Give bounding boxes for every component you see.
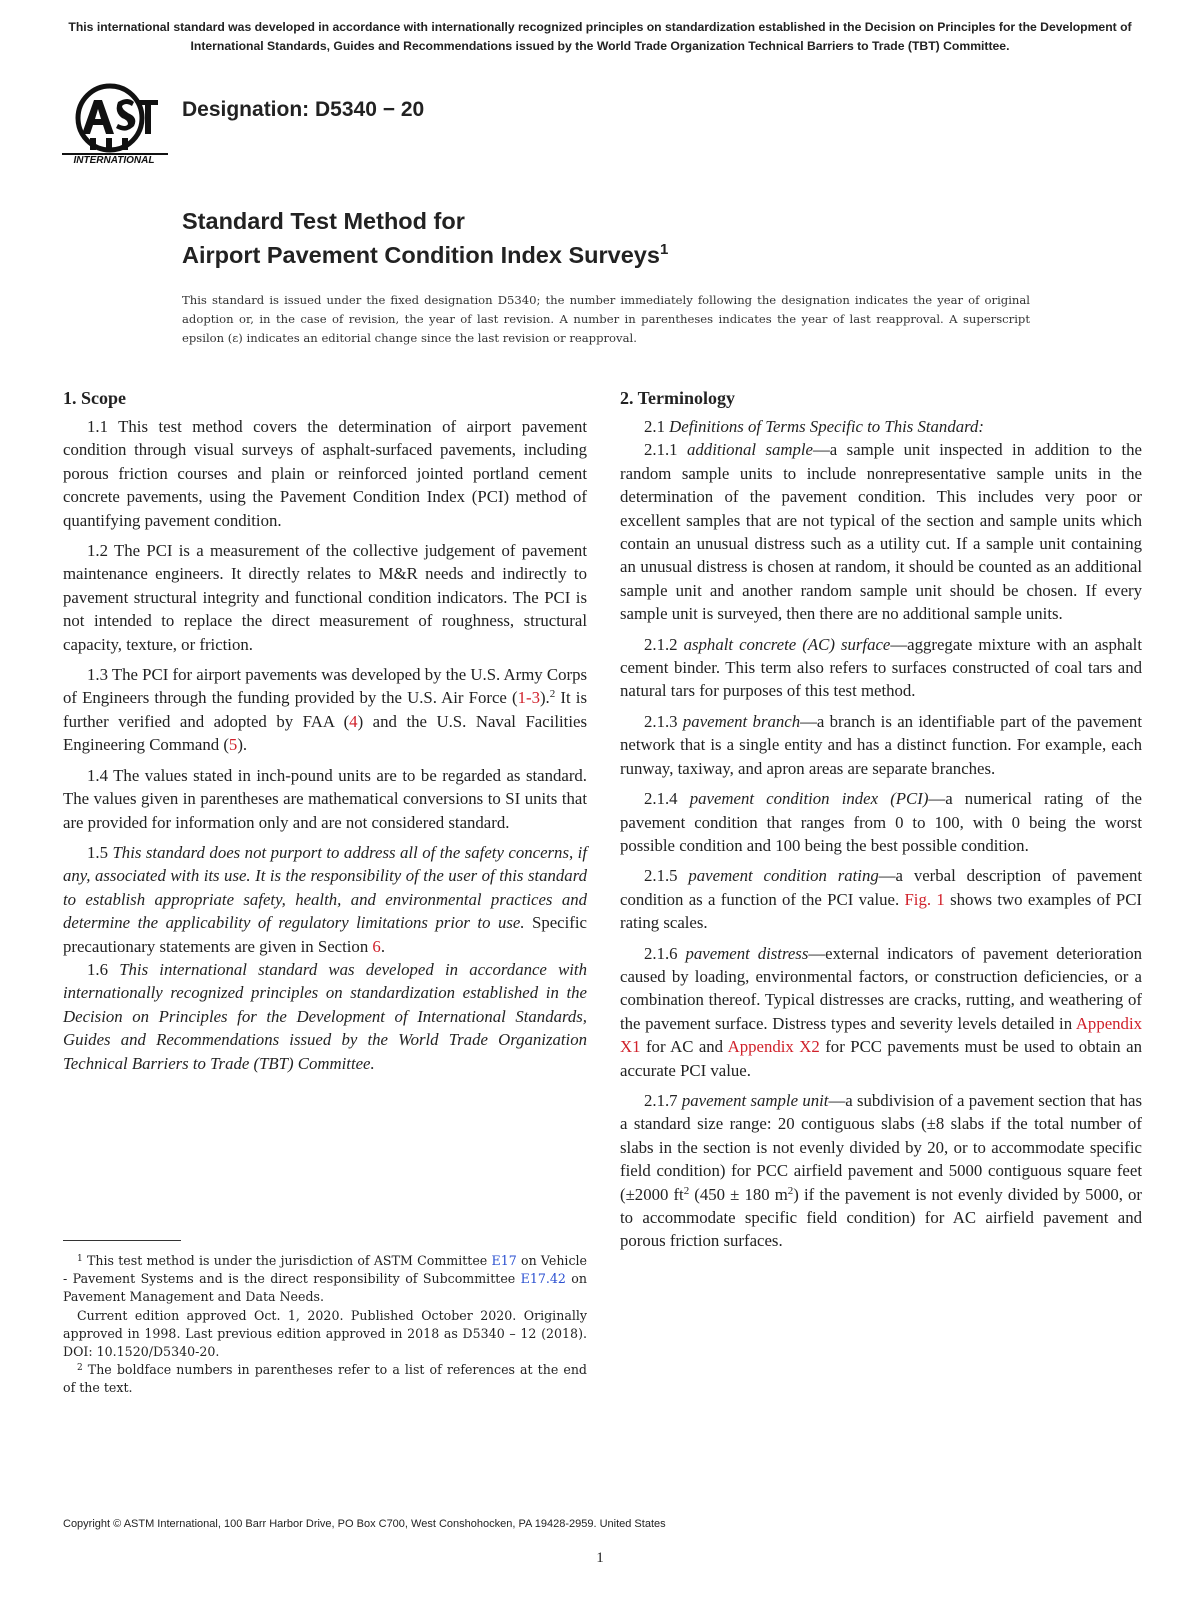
para-2-1-2-text: —aggregate mixture with an asphalt cement binder. This term also refers to surfaces constructed of coal tars and natural tars for purposes of this test method. xyxy=(620,634,1142,701)
ref-link-1-3[interactable]: 1-3 xyxy=(517,688,540,708)
para-2-1-4-text: —a numerical rating of the pavement condition that ranges from 0 to 100, with 0 being the worst possible condition and 100 being the best possible condition. xyxy=(620,789,1142,855)
title-line-1: Standard Test Method for xyxy=(182,208,465,234)
term-pavement-sample-unit: pavement sample unit xyxy=(681,1090,829,1110)
para-2-1-6-text: —external indicators of pavement deterioration caused by loading, environmental factors, or construction deficiencies, or a combination thereof. Typical distresses are cracks, rutting, and weathering of the pavement surface. Distress types and severity levels detailed in xyxy=(620,943,1142,1033)
ref-link-appendix-x2[interactable]: Appendix X2 xyxy=(727,1037,820,1057)
para-1-3-text-a: 1.3 The PCI for airport pavements was developed by the U.S. Army Corps of Engineers through the funding provided by the U.S. Air Force ( xyxy=(63,665,587,708)
para-2-1-4-num: 2.1.4 xyxy=(644,789,690,809)
para-2-1-7-text-b: (450 ± 180 m xyxy=(689,1184,788,1204)
link-e17[interactable]: E17 xyxy=(491,1253,517,1268)
para-2-1-5-text: —a verbal description of pavement condition as a function of the PCI value. xyxy=(620,866,1142,909)
para-2-1-6-num: 2.1.6 xyxy=(644,943,686,963)
astm-logo-mark xyxy=(60,82,170,164)
para-2-1-5-num: 2.1.5 xyxy=(644,866,689,886)
para-2-1-4 xyxy=(620,787,1142,857)
para-2-1-6-mid: for AC and xyxy=(640,1037,728,1057)
para-2-1-6-end: for PCC pavements must be used to obtain an accurate PCI value. xyxy=(620,1037,1142,1080)
para-1-6-italic: This international standard was developed in accordance with internationally recognized principles on standardization established in the Decision on Principles for the Development of International Standards, Guides and Recommendations issued by the World Trade Organization Technical Barriers to Trade (TBT) Committee. xyxy=(63,959,587,1073)
footnote-2-text: The boldface numbers in parentheses refer to a list of references at the end of the text. xyxy=(63,1362,587,1396)
para-1-5-italic: This standard does not purport to address all of the safety concerns, if any, associated with its use. It is the responsibility of the user of this standard to establish appropriate safety, health, and environmental practices and determine the applicability of regulatory limitations prior to use. xyxy=(63,842,587,933)
para-2-1-2 xyxy=(620,633,1142,703)
copyright-line: Copyright © ASTM International, 100 Barr Harbor Drive, PO Box C700, West Conshohocken, PA 19428-2959. United States xyxy=(63,1518,666,1530)
footnote-1-text-a: This test method is under the jurisdiction of ASTM Committee xyxy=(82,1253,492,1268)
para-1-5-rest: Specific precautionary statements are given in Section xyxy=(63,913,587,956)
ref-link-fig-1[interactable]: Fig. 1 xyxy=(904,889,945,909)
para-2-1-2-num: 2.1.2 xyxy=(644,634,684,654)
para-2-1-7-text-a: —a subdivision of a pavement section that has a standard size range: 20 contiguous slabs (±8 slabs if the total number of slabs in the section is not evenly divided by 20, or to accommodate specific field condition) for PCC airfield pavement and 5000 contiguous square feet (±2000 ft xyxy=(620,1090,1142,1204)
footnote-1-mark: 1 xyxy=(77,1254,83,1264)
footnote-ref-2[interactable]: 2 xyxy=(549,688,556,701)
wto-notice: This international standard was developed in accordance with internationally recognized principles on standardization established in the Decision on Principles for the Development of International Standards, Guides and Recommendations issued by the World Trade Organization Technical Barriers to Trade (TBT) Committee. xyxy=(68,20,1132,53)
designation: Designation: D5340 − 20 xyxy=(182,98,425,121)
para-1-4: 1.4 The values stated in inch-pound units are to be regarded as standard. The values given in parentheses are mathematical conversions to SI units that are provided for information only and are not considered standard. xyxy=(63,765,587,832)
para-2-1-3-num: 2.1.3 xyxy=(644,711,683,731)
term-pavement-branch: pavement branch xyxy=(682,711,801,731)
footnote-edition: Current edition approved Oct. 1, 2020. Published October 2020. Originally approved in 1998. Last previous edition approved in 2018 as D5340 – 12 (2018). DOI: 10.1520/D5340-20. xyxy=(63,1307,587,1360)
para-2-1-5 xyxy=(620,864,1142,934)
para-2-1-7-text-c: ) if the pavement is not evenly divided by 5000, or to accommodate specific field condition) for AC airfield pavement and porous friction surfaces. xyxy=(620,1184,1143,1251)
para-1-3 xyxy=(63,663,587,757)
para-2-1-1-text: —a sample unit inspected in addition to the random sample units to include nonrepresentative sample units in the determination of the pavement condition. This includes very poor or excellent samples that are not typical of the section and sample units which contain an unusual distress such as a utility cut. If a sample unit containing an unusual distress is chosen at random, it should be counted as an additional sample unit and another random sample unit should be chosen. If every sample unit is surveyed, then there are no additional sample units. xyxy=(620,440,1142,624)
para-1-5 xyxy=(63,841,587,958)
para-2-1-3-text: —a branch is an identifiable part of the pavement network that is a single entity and has a distinct function. For example, each runway, taxiway, and apron areas are separate branches. xyxy=(620,711,1142,778)
para-1-5-end: . xyxy=(380,936,386,956)
para-2-1-3 xyxy=(620,710,1142,780)
ref-link-5[interactable]: 5 xyxy=(228,735,238,755)
terminology-heading: 2. Terminology xyxy=(620,388,736,408)
para-2-1-italic: Definitions of Terms Specific to This Standard: xyxy=(669,417,984,436)
para-1-3-text-b: ). xyxy=(539,688,550,708)
footnote-1 xyxy=(63,1252,587,1307)
issued-note: This standard is issued under the fixed designation D5340; the number immediately following the designation indicates the year of original adoption or, in the case of revision, the year of last revision. A number in parentheses indicates the year of last reapproval. A superscript epsilon (ε) indicates an editorial change since the last revision or reapproval. xyxy=(182,293,1030,345)
footnote-1-text-c: on Pavement Management and Data Needs. xyxy=(63,1271,587,1305)
document-title xyxy=(182,204,668,272)
para-1-3-text-e: ). xyxy=(237,735,248,755)
para-1-6 xyxy=(63,958,587,1075)
superscript-ft2: 2 xyxy=(683,1184,690,1197)
para-1-3-text-d: ) and the U.S. Naval Facilities Engineering Command ( xyxy=(63,711,587,755)
para-1-3-text-c: It is further verified and adopted by FAA ( xyxy=(63,688,587,731)
term-asphalt-concrete: asphalt concrete (AC) surface xyxy=(683,634,891,654)
link-e17-42[interactable]: E17.42 xyxy=(520,1271,566,1287)
ref-link-appendix-x1[interactable]: Appendix X1 xyxy=(620,1013,1142,1057)
footnote-divider xyxy=(63,1240,181,1241)
title-line-2-text: Airport Pavement Condition Index Surveys xyxy=(182,242,660,268)
para-1-1: 1.1 This test method covers the determination of airport pavement condition through visual surveys of asphalt-surfaced pavements, including porous friction courses and plain or reinforced jointed portland cement concrete pavements, using the Pavement Condition Index (PCI) method of quantifying pavement condition. xyxy=(63,417,587,530)
para-2-1-6 xyxy=(620,942,1142,1082)
logo-international-text: INTERNATIONAL xyxy=(73,155,155,164)
ref-link-4[interactable]: 4 xyxy=(349,711,358,731)
scope-heading: 1. Scope xyxy=(63,388,126,408)
para-1-2: 1.2 The PCI is a measurement of the collective judgement of pavement maintenance engineers. It directly relates to M&R needs and indirectly to pavement structural integrity and functional condition indicators. The PCI is not intended to replace the direct measurement of roughness, structural capacity, texture, or friction. xyxy=(63,541,587,654)
para-2-1-7-num: 2.1.7 xyxy=(644,1090,682,1110)
astm-logo xyxy=(60,82,170,164)
para-1-5-num: 1.5 xyxy=(87,842,113,862)
para-1-6-num: 1.6 xyxy=(87,959,120,979)
para-2-1-num: 2.1 xyxy=(644,417,670,436)
footnote-2 xyxy=(63,1361,587,1397)
term-additional-sample: additional sample xyxy=(687,440,813,460)
para-2-1-7 xyxy=(620,1089,1142,1253)
para-2-1-1-num: 2.1.1 xyxy=(644,440,688,460)
para-2-1-1 xyxy=(620,438,1142,625)
ref-link-section-6[interactable]: 6 xyxy=(372,936,381,956)
footnotes xyxy=(63,1252,587,1398)
left-column xyxy=(63,386,587,1082)
footnote-2-mark: 2 xyxy=(77,1363,83,1374)
right-column xyxy=(620,386,1142,1260)
para-2-1 xyxy=(620,415,1142,438)
page-number: 1 xyxy=(596,1550,604,1566)
para-2-1-5-end: shows two examples of PCI rating scales. xyxy=(620,889,1142,933)
footnote-1-text-b: on Vehicle - Pavement Systems and is the direct responsibility of Subcommittee xyxy=(63,1253,587,1287)
title-footnote-mark: 1 xyxy=(659,241,669,258)
superscript-m2: 2 xyxy=(787,1184,794,1197)
term-pci: pavement condition index (PCI) xyxy=(689,789,929,809)
term-pavement-distress: pavement distress xyxy=(685,943,809,963)
title-line-2 xyxy=(182,238,668,272)
term-pavement-condition-rating: pavement condition rating xyxy=(688,866,879,886)
